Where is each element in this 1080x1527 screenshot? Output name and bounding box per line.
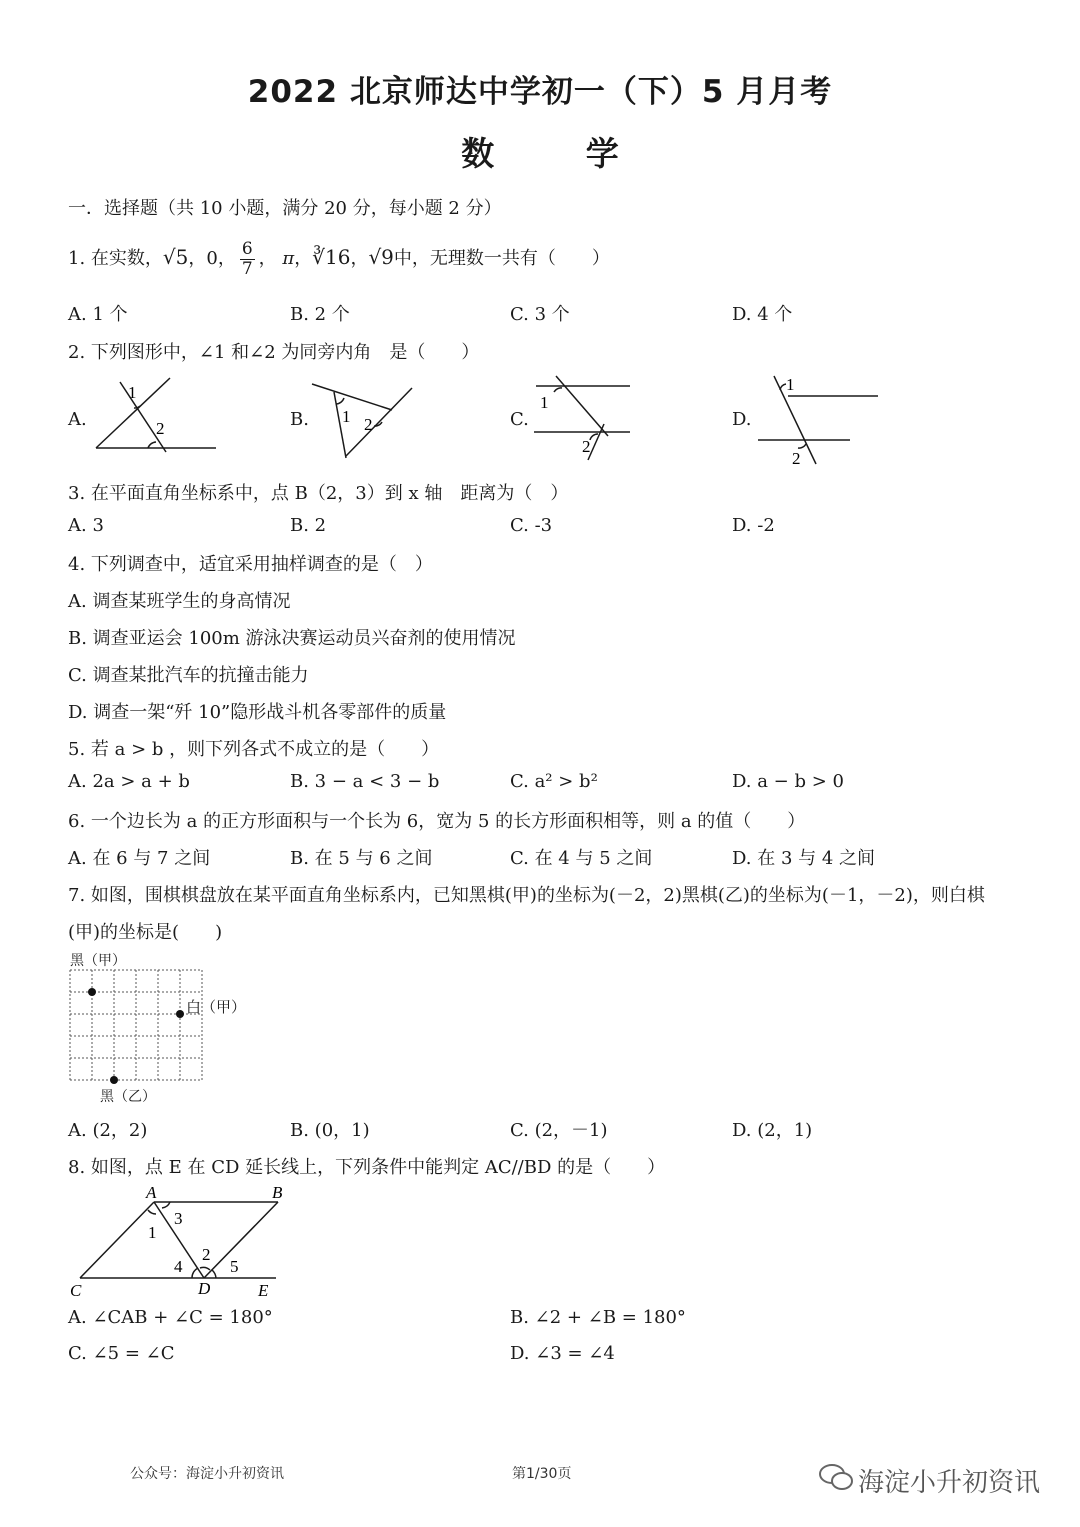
q2d-angle1: 1 (786, 375, 795, 394)
q1-pi: π (282, 248, 295, 269)
q7-white-jia-label: 白（甲） (186, 998, 247, 1016)
question-1 (68, 234, 610, 282)
q2-label-c: C. (510, 409, 529, 430)
q2b-angle2: 2 (364, 415, 373, 434)
point-e: E (258, 1281, 269, 1300)
black-stone-jia (88, 988, 96, 996)
question-5: 5. 若 a > b ，则下列各式不成立的是（ ） (68, 739, 440, 760)
point-d: D (198, 1279, 211, 1298)
q6-option-a: A. 在 6 与 7 之间 (68, 848, 211, 869)
q6-option-d: D. 在 3 与 4 之间 (732, 848, 876, 869)
q1-sep: ，0， (188, 248, 236, 269)
q1-prefix: 1. 在实数， (68, 248, 163, 269)
q8-option-d: D. ∠3 = ∠4 (510, 1343, 615, 1364)
q4-option-c: C. 调查某批汽车的抗撞击能力 (68, 665, 309, 686)
point-c: C (70, 1281, 82, 1300)
q8-option-c: C. ∠5 = ∠C (68, 1343, 175, 1364)
q4-option-a: A. 调查某班学生的身高情况 (68, 591, 291, 612)
q7-option-a: A. (2，2) (68, 1120, 148, 1141)
q5-option-a: A. 2a > a + b (68, 771, 190, 792)
q7-black-yi-label: 黑（乙） (100, 1089, 156, 1105)
q8-option-a: A. ∠CAB + ∠C = 180° (68, 1307, 273, 1328)
page-title: 2022 北京师达中学初一（下）5 月月考 (247, 74, 833, 110)
q1-option-c: C. 3 个 (510, 304, 570, 325)
q1-option-b: B. 2 个 (290, 304, 350, 325)
q3-option-a: A. 3 (68, 515, 104, 536)
section-heading: 一．选择题（共 10 小题，满分 20 分，每小题 2 分） (68, 198, 502, 219)
q2a-angle2: 2 (156, 419, 165, 438)
q8-option-b: B. ∠2 + ∠B = 180° (510, 1307, 686, 1328)
q1-denominator: 7 (241, 258, 253, 279)
q1-suffix: 中，无理数一共有（ ） (393, 248, 610, 269)
q1-numerator: 6 (241, 238, 253, 259)
angle-3: 3 (174, 1209, 183, 1228)
wechat-icon (818, 1462, 854, 1496)
q7-option-d: D. (2，1) (732, 1120, 813, 1141)
question-8: 8. 如图，点 E 在 CD 延长线上，下列条件中能判定 AC//BD 的是（ ） (68, 1157, 666, 1178)
footer-watermark: 海淀小升初资讯 (858, 1468, 1041, 1498)
angle-1: 1 (148, 1223, 157, 1242)
white-stone-jia (176, 1010, 184, 1018)
q1-option-a: A. 1 个 (68, 304, 128, 325)
q3-option-c: C. -3 (510, 515, 553, 536)
q5-option-c: C. a² > b² (510, 771, 598, 792)
question-2: 2. 下列图形中，∠1 和∠2 为同旁内角 是（ ） (68, 342, 480, 363)
q7-black-jia-label: 黑（甲） (70, 953, 126, 969)
q2-label-a: A. (68, 409, 87, 430)
subject-title: 数 学 (461, 134, 659, 173)
question-6: 6. 一个边长为 a 的正方形面积与一个长为 6，宽为 5 的长方形面积相等，则 a 的值（ ） (68, 811, 806, 832)
question-3: 3. 在平面直角坐标系中，点 B（2，3）到 x 轴 距离为（ ） (68, 483, 569, 504)
q3-option-b: B. 2 (290, 515, 327, 536)
q5-option-d: D. a − b > 0 (732, 771, 844, 792)
q1-option-d: D. 4 个 (732, 304, 793, 325)
question-7-line2: (甲)的坐标是( ) (68, 922, 223, 943)
point-a: A (146, 1183, 157, 1202)
q7-go-board (70, 970, 202, 1082)
q5-option-b: B. 3 − a < 3 − b (290, 771, 440, 792)
q1-sep: ， (350, 248, 369, 269)
black-stone-yi (110, 1076, 118, 1084)
q2c-angle1: 1 (540, 393, 549, 412)
q2b-angle1: 1 (342, 407, 351, 426)
q2c-angle2: 2 (582, 437, 591, 456)
q4-option-d: D. 调查一架“歼 10”隐形战斗机各零部件的质量 (68, 702, 447, 723)
q1-sep: ， (258, 248, 277, 269)
footer-account: 公众号：海淀小升初资讯 (130, 1466, 284, 1482)
q4-option-b: B. 调查亚运会 100m 游泳决赛运动员兴奋剂的使用情况 (68, 628, 516, 649)
q2-figure-b (312, 380, 422, 460)
q6-option-c: C. 在 4 与 5 之间 (510, 848, 653, 869)
q2-figure-d (754, 372, 884, 468)
question-7-line1: 7. 如图，围棋棋盘放在某平面直角坐标系内，已知黑棋(甲)的坐标为(－2，2)黑棋(乙)的坐标为(－1，－2)，则白棋 (68, 885, 985, 906)
angle-4: 4 (174, 1257, 183, 1276)
q1-sqrt5: √5 (162, 245, 189, 269)
angle-5: 5 (230, 1257, 239, 1276)
q2a-angle1: 1 (128, 383, 137, 402)
q2-label-d: D. (732, 409, 752, 430)
q2d-angle2: 2 (792, 449, 801, 468)
q2-figure-c (532, 374, 636, 464)
q1-fraction (240, 240, 255, 279)
q6-option-b: B. 在 5 与 6 之间 (290, 848, 433, 869)
point-b: B (272, 1183, 283, 1202)
q7-option-b: B. (0，1) (290, 1120, 370, 1141)
q2-label-b: B. (290, 409, 309, 430)
q8-figure (66, 1184, 306, 1300)
q1-cbrt16: ∛16 (312, 245, 351, 269)
footer-page-number: 第1/30页 (512, 1466, 572, 1482)
q3-option-d: D. -2 (732, 515, 775, 536)
q7-option-c: C. (2，－1) (510, 1120, 608, 1141)
question-4: 4. 下列调查中，适宜采用抽样调查的是（ ） (68, 554, 433, 575)
q2-figure-a (90, 372, 220, 454)
q1-sqrt9: √9 (368, 245, 394, 269)
q1-sep: ， (294, 248, 313, 269)
angle-2: 2 (202, 1245, 211, 1264)
